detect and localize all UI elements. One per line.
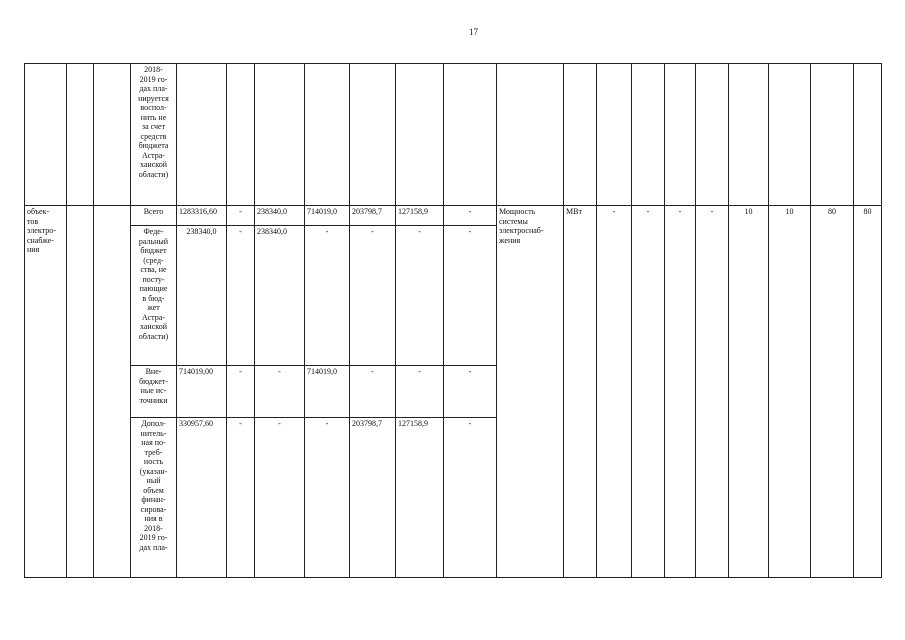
cell [769,64,811,206]
value-cell: - [227,206,255,226]
cell [632,64,665,206]
cell [854,64,882,206]
cell [696,64,729,206]
target-cell: 80 [811,206,854,578]
cell [25,64,67,206]
value-cell: - [396,366,444,418]
cell [305,64,350,206]
cell [255,64,305,206]
value-cell: - [444,418,497,578]
cell [811,64,854,206]
value-cell: 238340,0 [255,206,305,226]
target-cell: 10 [769,206,811,578]
target-cell: 80 [854,206,882,578]
cell [94,206,131,578]
cell [597,64,632,206]
program-table [24,63,882,578]
source-cell: 2018- 2019 го- дах пла- нируется воспол- нить не за счет средств бюджета Астра- ханской области) [131,64,177,206]
value-cell: 203798,7 [350,418,396,578]
cell [444,64,497,206]
value-cell: - [227,418,255,578]
cell [67,64,94,206]
target-cell: - [665,206,696,578]
value-cell: 714019,0 [305,206,350,226]
total-cell: 238340,0 [177,226,227,366]
cell [67,206,94,578]
cell [177,64,227,206]
value-cell: 714019,0 [305,366,350,418]
total-cell: 330957,60 [177,418,227,578]
value-cell: - [255,366,305,418]
source-cell: Вне- бюджет- ные ис- точники [131,366,177,418]
target-cell: 10 [729,206,769,578]
value-cell: - [255,418,305,578]
cell [396,64,444,206]
value-cell: 127158,9 [396,418,444,578]
page-number: 17 [469,27,478,37]
cell [227,64,255,206]
indicator-cell: Мощность системы электроснаб- жения [497,206,564,578]
source-cell: Феде- ральный бюджет (сред- ства, не посту- пающие в бюд- жет Астра- ханской области) [131,226,177,366]
value-cell: - [396,226,444,366]
cell [94,64,131,206]
total-cell: 714019,00 [177,366,227,418]
value-cell: 238340,0 [255,226,305,366]
value-cell: - [227,226,255,366]
value-cell: - [444,226,497,366]
total-cell: 1283316,60 [177,206,227,226]
cell [729,64,769,206]
target-cell: - [632,206,665,578]
unit-cell: МВт [564,206,597,578]
target-cell: - [696,206,729,578]
cell [350,64,396,206]
value-cell: 127158,9 [396,206,444,226]
cell [665,64,696,206]
object-name-cell: объек- тов электро- снабже- ния [25,206,67,578]
table-row [25,206,882,226]
source-cell: Допол- нитель- ная по- треб- ность (указан- ный объем финан- сирова- ния в 2018- 2019 го- дах пла- [131,418,177,578]
value-cell: 203798,7 [350,206,396,226]
cell [564,64,597,206]
value-cell: - [444,366,497,418]
source-cell: Всего [131,206,177,226]
value-cell: - [350,366,396,418]
value-cell: - [350,226,396,366]
value-cell: - [444,206,497,226]
cell [497,64,564,206]
value-cell: - [305,226,350,366]
target-cell: - [597,206,632,578]
table-row [25,64,882,206]
value-cell: - [305,418,350,578]
value-cell: - [227,366,255,418]
